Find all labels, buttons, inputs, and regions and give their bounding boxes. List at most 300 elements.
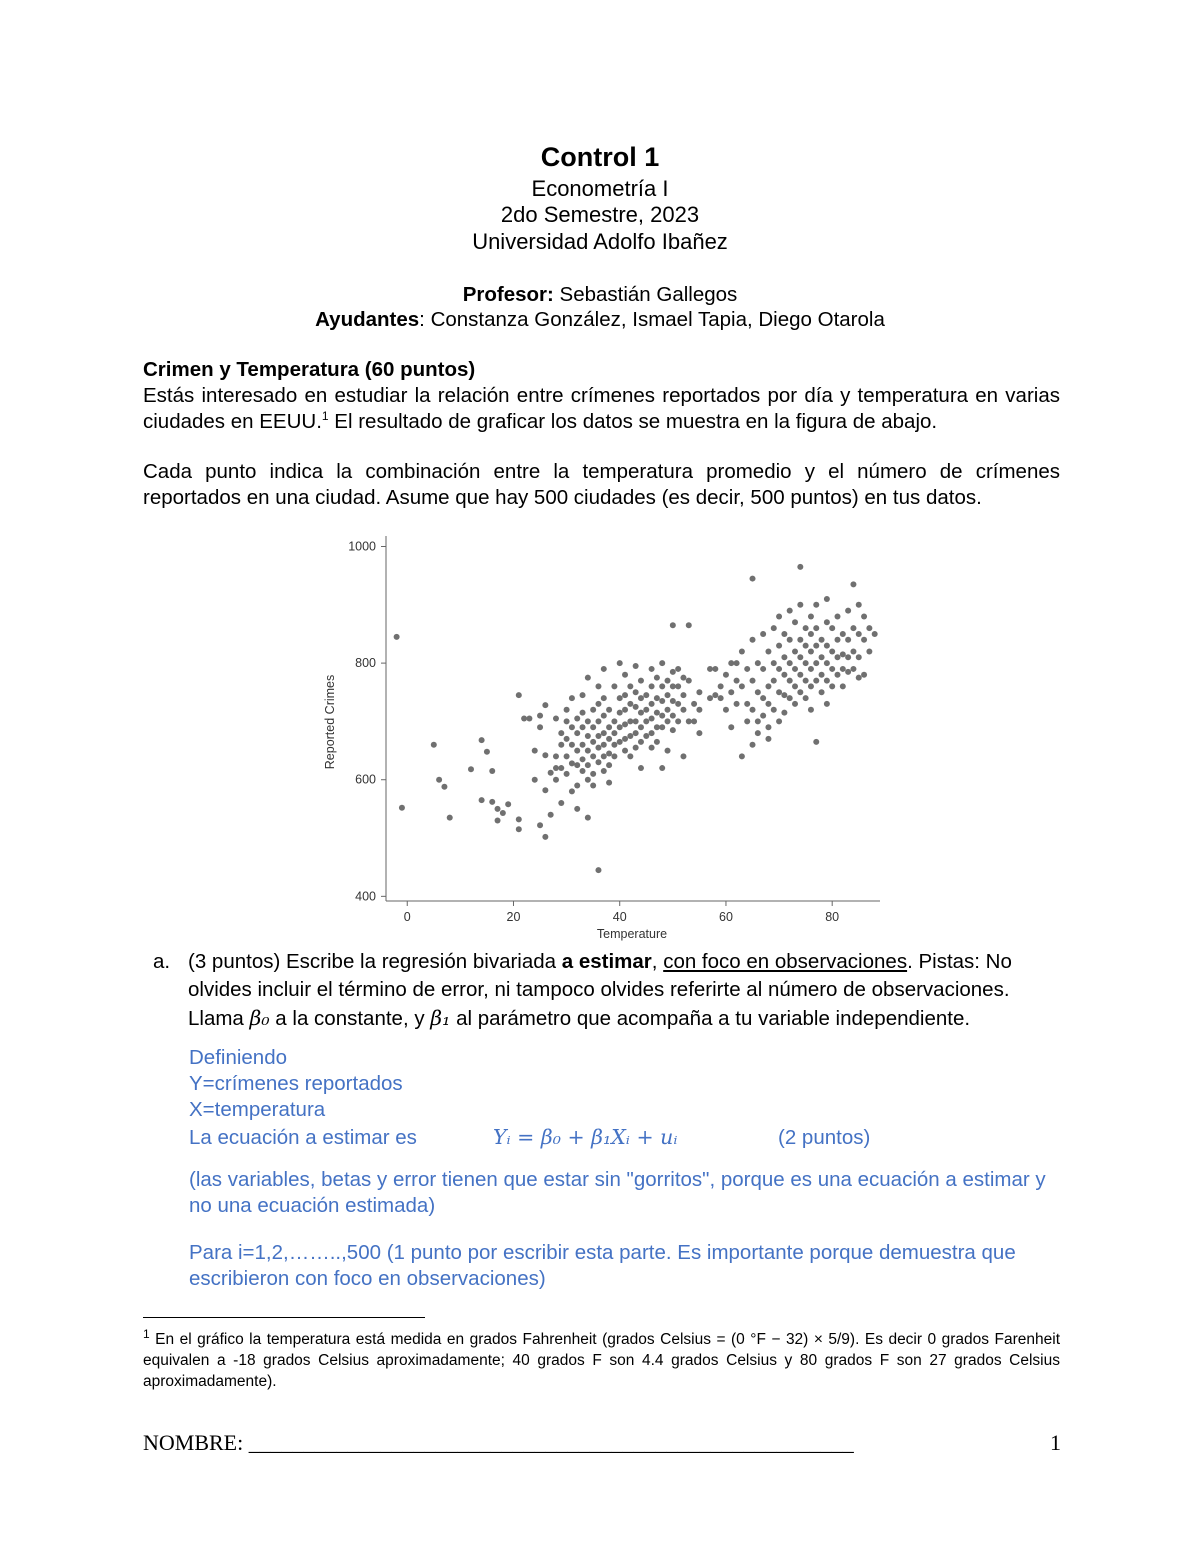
data-point: [622, 748, 628, 754]
data-point: [654, 675, 660, 681]
data-point: [574, 748, 580, 754]
footnote-separator: [143, 1317, 425, 1318]
data-point: [548, 770, 554, 776]
university: Universidad Adolfo Ibañez: [472, 229, 728, 254]
data-point: [866, 625, 872, 631]
data-point: [718, 683, 724, 689]
document-title: Control 1: [540, 142, 660, 172]
data-point: [595, 745, 601, 751]
chart-axes: [348, 536, 880, 924]
data-point: [590, 707, 596, 713]
data-point: [808, 648, 814, 654]
data-point: [840, 631, 846, 637]
data-point: [781, 672, 787, 678]
data-point: [585, 675, 591, 681]
data-point: [601, 742, 607, 748]
data-point: [665, 748, 671, 754]
data-point: [845, 637, 851, 643]
data-point: [622, 721, 628, 727]
data-point: [850, 666, 856, 672]
data-point: [553, 777, 559, 783]
data-point: [744, 701, 750, 707]
data-point: [447, 815, 453, 821]
course-name: Econometría I: [531, 176, 669, 201]
data-point: [622, 692, 628, 698]
data-point: [707, 695, 713, 701]
data-point: [787, 695, 793, 701]
data-point: [580, 742, 586, 748]
intro-text-1: Estás interesado en estudiar la relación entre crímenes reportados por día y temperatura en varias ciudades en EEUU.: [143, 384, 1060, 433]
data-point: [696, 730, 702, 736]
x-axis-label: Temperature: [596, 927, 668, 941]
data-point: [670, 683, 676, 689]
data-point: [622, 736, 628, 742]
answer-x-definition: X=temperatura: [189, 1098, 326, 1121]
professor-line: [0, 283, 1200, 307]
y-tick-label: 400: [355, 889, 376, 904]
data-point: [819, 689, 825, 695]
data-point: [728, 689, 734, 695]
data-point: [813, 602, 819, 608]
data-point: [691, 701, 697, 707]
data-point: [765, 736, 771, 742]
x-tick-label: 0: [403, 910, 411, 924]
data-point: [781, 631, 787, 637]
data-point: [643, 718, 649, 724]
data-point: [516, 826, 522, 832]
data-point: [606, 707, 612, 713]
data-point: [649, 701, 655, 707]
data-point: [675, 718, 681, 724]
answer-y-definition: Y=crímenes reportados: [189, 1072, 403, 1095]
data-point: [542, 834, 548, 840]
data-point: [484, 749, 490, 755]
data-point: [792, 701, 798, 707]
data-point: [819, 637, 825, 643]
data-point: [558, 800, 564, 806]
data-point: [808, 683, 814, 689]
data-point: [750, 707, 756, 713]
data-point: [553, 716, 559, 722]
data-point: [797, 689, 803, 695]
data-point: [750, 637, 756, 643]
footnote-number: 1: [143, 1326, 150, 1341]
data-point: [564, 718, 570, 724]
data-point: [622, 707, 628, 713]
data-point: [835, 654, 841, 660]
data-point: [537, 724, 543, 730]
data-point: [686, 622, 692, 628]
data-point: [585, 733, 591, 739]
data-point: [590, 753, 596, 759]
beta0-symbol: β₀: [249, 1006, 270, 1030]
data-point: [595, 759, 601, 765]
data-point: [781, 692, 787, 698]
data-point: [744, 666, 750, 672]
x-tick-label: 80: [825, 910, 840, 924]
data-point: [760, 666, 766, 672]
data-point: [574, 783, 580, 789]
data-point: [627, 683, 633, 689]
assistants-names: : Constanza González, Ismael Tapia, Diego Otarola: [419, 308, 885, 331]
data-point: [585, 777, 591, 783]
data-point: [819, 672, 825, 678]
chart-points: [394, 564, 878, 873]
data-point: [670, 727, 676, 733]
data-point: [856, 654, 862, 660]
data-point: [526, 716, 532, 722]
data-point: [824, 643, 830, 649]
data-point: [750, 742, 756, 748]
data-point: [680, 675, 686, 681]
data-point: [558, 730, 564, 736]
data-point: [633, 745, 639, 751]
data-point: [590, 739, 596, 745]
data-point: [824, 660, 830, 666]
data-point: [813, 660, 819, 666]
data-point: [601, 730, 607, 736]
data-point: [537, 822, 543, 828]
data-point: [585, 815, 591, 821]
data-point: [680, 753, 686, 759]
question-text: [188, 948, 1063, 1033]
data-point: [606, 750, 612, 756]
data-point: [580, 724, 586, 730]
scatter-chart: [300, 528, 890, 943]
data-point: [399, 805, 405, 811]
data-point: [755, 730, 761, 736]
data-point: [542, 787, 548, 793]
data-point: [792, 683, 798, 689]
data-point: [585, 748, 591, 754]
data-point: [649, 666, 655, 672]
data-point: [750, 576, 756, 582]
footnote-ref: 1: [321, 409, 329, 424]
data-point: [569, 695, 575, 701]
semester: 2do Semestre, 2023: [500, 202, 700, 227]
data-point: [813, 643, 819, 649]
data-point: [638, 710, 644, 716]
data-point: [840, 651, 846, 657]
data-point: [617, 724, 623, 730]
data-point: [521, 716, 527, 722]
data-point: [611, 742, 617, 748]
data-point: [431, 742, 437, 748]
data-point: [595, 718, 601, 724]
data-point: [723, 707, 729, 713]
data-point: [617, 739, 623, 745]
page-number: 1: [1050, 1430, 1061, 1455]
data-point: [595, 683, 601, 689]
data-point: [824, 678, 830, 684]
data-point: [675, 666, 681, 672]
data-point: [468, 766, 474, 772]
data-point: [771, 678, 777, 684]
data-point: [505, 801, 511, 807]
data-point: [776, 613, 782, 619]
data-point: [856, 675, 862, 681]
data-point: [712, 692, 718, 698]
data-point: [712, 666, 718, 672]
data-point: [861, 672, 867, 678]
data-point: [856, 602, 862, 608]
data-point: [824, 596, 830, 602]
data-point: [633, 718, 639, 724]
question-text-3: . Pistas: No olvides incluir el término de error, ni tampoco olvides referirte al número de observaciones. Llama: [188, 950, 1012, 1030]
data-point: [755, 718, 761, 724]
data-point: [845, 669, 851, 675]
data-point: [803, 695, 809, 701]
data-point: [771, 625, 777, 631]
data-point: [479, 737, 485, 743]
data-point: [755, 689, 761, 695]
answer-note: (las variables, betas y error tienen que estar sin "gorritos", porque es una ecuación a estimar y no una ecuación estimada): [189, 1168, 1046, 1217]
data-point: [569, 788, 575, 794]
x-tick-label: 60: [719, 910, 733, 924]
data-point: [771, 660, 777, 666]
data-point: [829, 683, 835, 689]
data-point: [479, 797, 485, 803]
x-tick-label: 20: [506, 910, 521, 924]
data-point: [813, 739, 819, 745]
data-point: [835, 613, 841, 619]
data-point: [787, 637, 793, 643]
data-point: [659, 724, 665, 730]
data-point: [670, 698, 676, 704]
data-point: [771, 707, 777, 713]
question-marker: a.: [153, 950, 171, 973]
data-point: [760, 695, 766, 701]
data-point: [765, 724, 771, 730]
data-point: [564, 753, 570, 759]
question-text-5: al parámetro que acompaña a tu variable independiente.: [450, 1007, 971, 1030]
data-point: [601, 768, 607, 774]
y-tick-label: 800: [355, 656, 376, 671]
data-point: [686, 678, 692, 684]
data-point: [590, 724, 596, 730]
data-point: [601, 753, 607, 759]
data-point: [861, 637, 867, 643]
data-point: [659, 660, 665, 666]
intro-paragraph: [143, 383, 1060, 435]
data-point: [686, 718, 692, 724]
data-point: [665, 678, 671, 684]
answer-observations: Para i=1,2,……..,500 (1 punto por escribir esta parte. Es importante porque demuestra que escribieron con foco en observaciones): [189, 1241, 1016, 1290]
data-point: [675, 683, 681, 689]
data-point: [633, 704, 639, 710]
professor-label: Profesor:: [462, 283, 554, 306]
data-point: [617, 710, 623, 716]
data-point: [861, 613, 867, 619]
question-underline: con foco en observaciones: [663, 950, 908, 973]
data-point: [542, 702, 548, 708]
data-point: [728, 724, 734, 730]
data-point: [797, 672, 803, 678]
data-point: [595, 701, 601, 707]
data-point: [760, 713, 766, 719]
footnote-text: En el gráfico la temperatura está medida en grados Fahrenheit (grados Celsius = (0 °F − 32) × 5/9). Es decir 0 grados Farenheit equivalen a -18 grados Celsius aproximadamente; 40 grados F son 4.4 grados Celsius y 80 grados F son 27 grados Celsius aproximadamente).: [143, 1331, 1060, 1390]
data-point: [787, 678, 793, 684]
data-point: [808, 707, 814, 713]
data-point: [845, 654, 851, 660]
data-paragraph: Cada punto indica la combinación entre la temperatura promedio y el número de crímenes reportados en una ciudad. Asume que hay 500 ciudades (es decir, 500 puntos) en tus datos.: [143, 460, 1060, 509]
data-point: [394, 634, 400, 640]
data-point: [638, 765, 644, 771]
data-point: [728, 660, 734, 666]
data-point: [829, 625, 835, 631]
y-tick-label: 600: [355, 772, 376, 787]
data-point: [638, 695, 644, 701]
data-point: [659, 683, 665, 689]
name-field[interactable]: NOMBRE: _______________________________________________________: [143, 1430, 854, 1455]
data-point: [489, 768, 495, 774]
data-point: [580, 692, 586, 698]
data-point: [649, 745, 655, 751]
data-point: [569, 760, 575, 766]
data-point: [611, 730, 617, 736]
data-point: [495, 806, 501, 812]
answer-equation: Yᵢ = β₀ + β₁Xᵢ + uᵢ: [493, 1125, 678, 1149]
data-point: [500, 810, 506, 816]
question-a: [143, 948, 1063, 1033]
data-point: [436, 777, 442, 783]
data-point: [750, 678, 756, 684]
data-point: [649, 716, 655, 722]
data-point: [776, 689, 782, 695]
data-point: [670, 669, 676, 675]
data-point: [574, 806, 580, 812]
data-point: [739, 648, 745, 654]
data-point: [739, 683, 745, 689]
data-point: [835, 672, 841, 678]
data-point: [601, 713, 607, 719]
data-point: [665, 707, 671, 713]
data-point: [840, 666, 846, 672]
data-point: [441, 784, 447, 790]
data-point: [638, 724, 644, 730]
data-point: [606, 780, 612, 786]
data-point: [787, 660, 793, 666]
data-point: [532, 777, 538, 783]
data-point: [495, 818, 501, 824]
data-point: [813, 678, 819, 684]
data-point: [707, 666, 713, 672]
data-point: [633, 730, 639, 736]
data-point: [489, 799, 495, 805]
data-point: [755, 660, 761, 666]
data-point: [569, 724, 575, 730]
data-point: [803, 660, 809, 666]
data-point: [542, 752, 548, 758]
data-point: [734, 701, 740, 707]
data-point: [617, 660, 623, 666]
data-point: [574, 730, 580, 736]
data-point: [638, 678, 644, 684]
data-point: [564, 736, 570, 742]
section-heading: Crimen y Temperatura (60 puntos): [143, 358, 476, 381]
data-point: [787, 608, 793, 614]
data-point: [829, 648, 835, 654]
data-point: [739, 753, 745, 759]
data-point: [574, 762, 580, 768]
data-point: [553, 765, 559, 771]
data-point: [553, 753, 559, 759]
data-point: [670, 622, 676, 628]
data-point: [856, 631, 862, 637]
data-point: [654, 739, 660, 745]
data-point: [808, 613, 814, 619]
data-point: [723, 672, 729, 678]
data-point: [776, 718, 782, 724]
data-point: [585, 762, 591, 768]
data-point: [680, 692, 686, 698]
data-point: [797, 654, 803, 660]
data-point: [808, 631, 814, 637]
data-point: [765, 683, 771, 689]
data-point: [744, 718, 750, 724]
data-point: [734, 678, 740, 684]
question-text-4: a la constante, y: [269, 1007, 431, 1030]
data-point: [845, 608, 851, 614]
data-point: [606, 736, 612, 742]
data-point: [649, 730, 655, 736]
data-point: [627, 733, 633, 739]
data-point: [659, 765, 665, 771]
data-point: [611, 683, 617, 689]
data-point: [590, 771, 596, 777]
data-point: [564, 707, 570, 713]
data-point: [670, 713, 676, 719]
data-point: [580, 768, 586, 774]
data-point: [622, 672, 628, 678]
data-point: [776, 643, 782, 649]
data-point: [590, 783, 596, 789]
data-point: [665, 718, 671, 724]
data-point: [829, 666, 835, 672]
data-point: [803, 643, 809, 649]
data-point: [866, 648, 872, 654]
professor-name: Sebastián Gallegos: [553, 283, 738, 306]
data-point: [781, 654, 787, 660]
data-point: [765, 648, 771, 654]
data-point: [840, 683, 846, 689]
data-point: [606, 724, 612, 730]
data-point: [872, 631, 878, 637]
data-point: [516, 692, 522, 698]
data-point: [835, 637, 841, 643]
data-point: [633, 689, 639, 695]
data-point: [580, 756, 586, 762]
data-point: [824, 701, 830, 707]
data-point: [643, 733, 649, 739]
data-point: [548, 812, 554, 818]
data-point: [617, 695, 623, 701]
answer-defining: Definiendo: [189, 1046, 288, 1069]
data-point: [792, 619, 798, 625]
assistants-line: [0, 308, 1200, 332]
data-point: [696, 689, 702, 695]
data-point: [797, 602, 803, 608]
data-point: [580, 710, 586, 716]
data-point: [537, 713, 543, 719]
data-point: [792, 666, 798, 672]
data-point: [776, 666, 782, 672]
data-point: [797, 564, 803, 570]
data-point: [601, 666, 607, 672]
data-point: [627, 753, 633, 759]
question-text-1: (3 puntos) Escribe la regresión bivariada: [188, 950, 562, 973]
question-emphasis: a estimar: [561, 950, 652, 973]
